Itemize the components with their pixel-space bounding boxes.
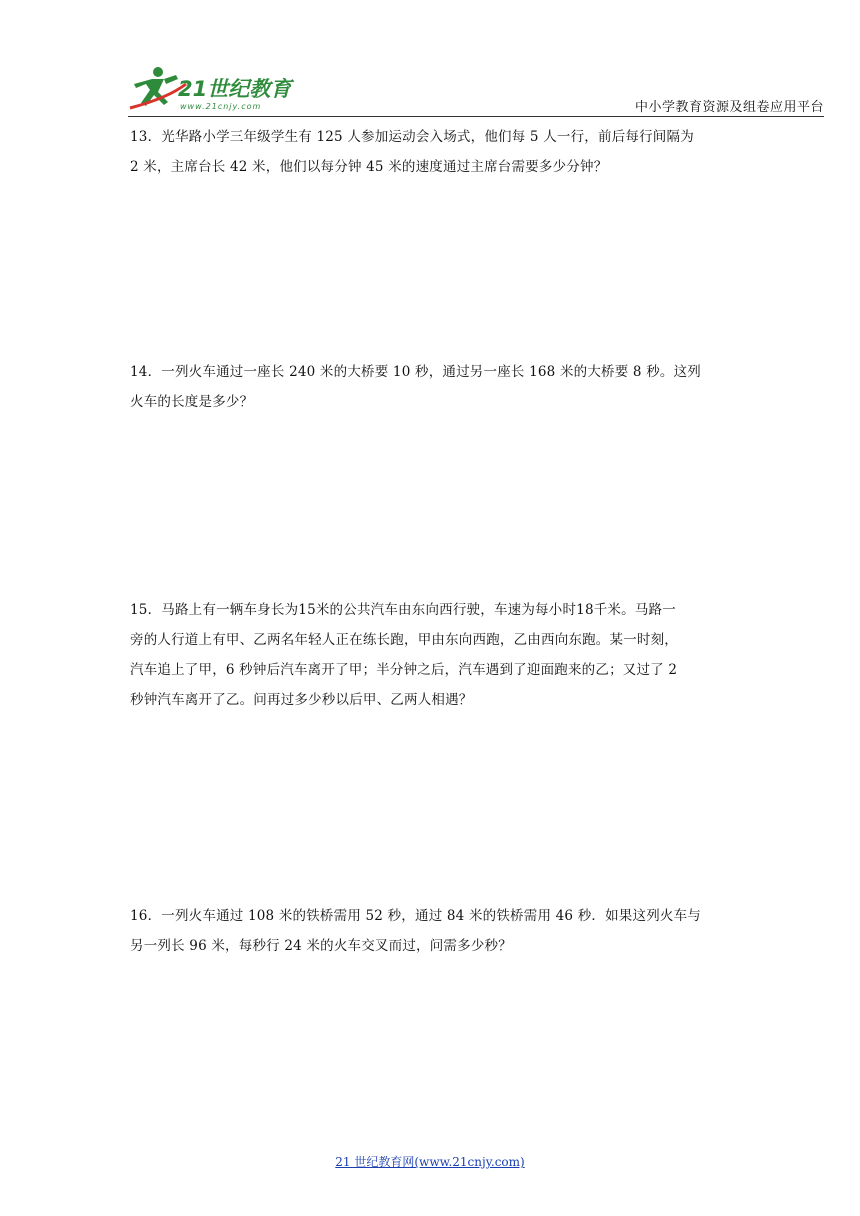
logo-url-text: www.21cnjy.com xyxy=(180,102,262,111)
question-line: 2 米，主席台长 42 米，他们以每分钟 45 米的速度通过主席台需要多少分钟？ xyxy=(130,159,608,175)
question-line: 秒钟汽车离开了乙。问再过多少秒以后甲、乙两人相遇？ xyxy=(130,692,473,708)
question-15 xyxy=(130,595,732,715)
header-divider xyxy=(128,116,824,117)
question-line: 另一列长 96 米，每秒行 24 米的火车交叉而过，问需多少秒？ xyxy=(130,938,512,954)
footer-site-link[interactable]: 21 世纪教育网(www.21cnjy.com) xyxy=(335,1155,525,1169)
logo-brand-text: 21世纪教育 xyxy=(178,77,292,101)
question-13 xyxy=(130,122,732,182)
question-14 xyxy=(130,357,732,417)
site-logo xyxy=(128,62,318,116)
question-line: 16．一列火车通过 108 米的铁桥需用 52 秒，通过 84 米的铁桥需用 46 秒．如果这列火车与 xyxy=(130,908,702,924)
platform-name: 中小学教育资源及组卷应用平台 xyxy=(634,100,824,115)
question-line: 14．一列火车通过一座长 240 米的大桥要 10 秒，通过另一座长 168 米的大桥要 8 秒。这列 xyxy=(130,364,702,380)
question-16 xyxy=(130,901,732,961)
page-header xyxy=(128,62,824,120)
question-line: 旁的人行道上有甲、乙两名年轻人正在练长跑，甲由东向西跑，乙由西向东跑。某一时刻， xyxy=(130,632,678,648)
question-line: 汽车追上了甲，6 秒钟后汽车离开了甲；半分钟之后，汽车遇到了迎面跑来的乙；又过了 2 xyxy=(130,662,678,678)
question-line: 火车的长度是多少？ xyxy=(130,394,254,410)
question-line: 13．光华路小学三年级学生有 125 人参加运动会入场式，他们每 5 人一行，前后每行间隔为 xyxy=(130,129,694,145)
question-line: 15．马路上有一辆车身长为15米的公共汽车由东向西行驶，车速为每小时18千米。马路一 xyxy=(130,602,676,618)
page-footer xyxy=(0,1153,860,1170)
